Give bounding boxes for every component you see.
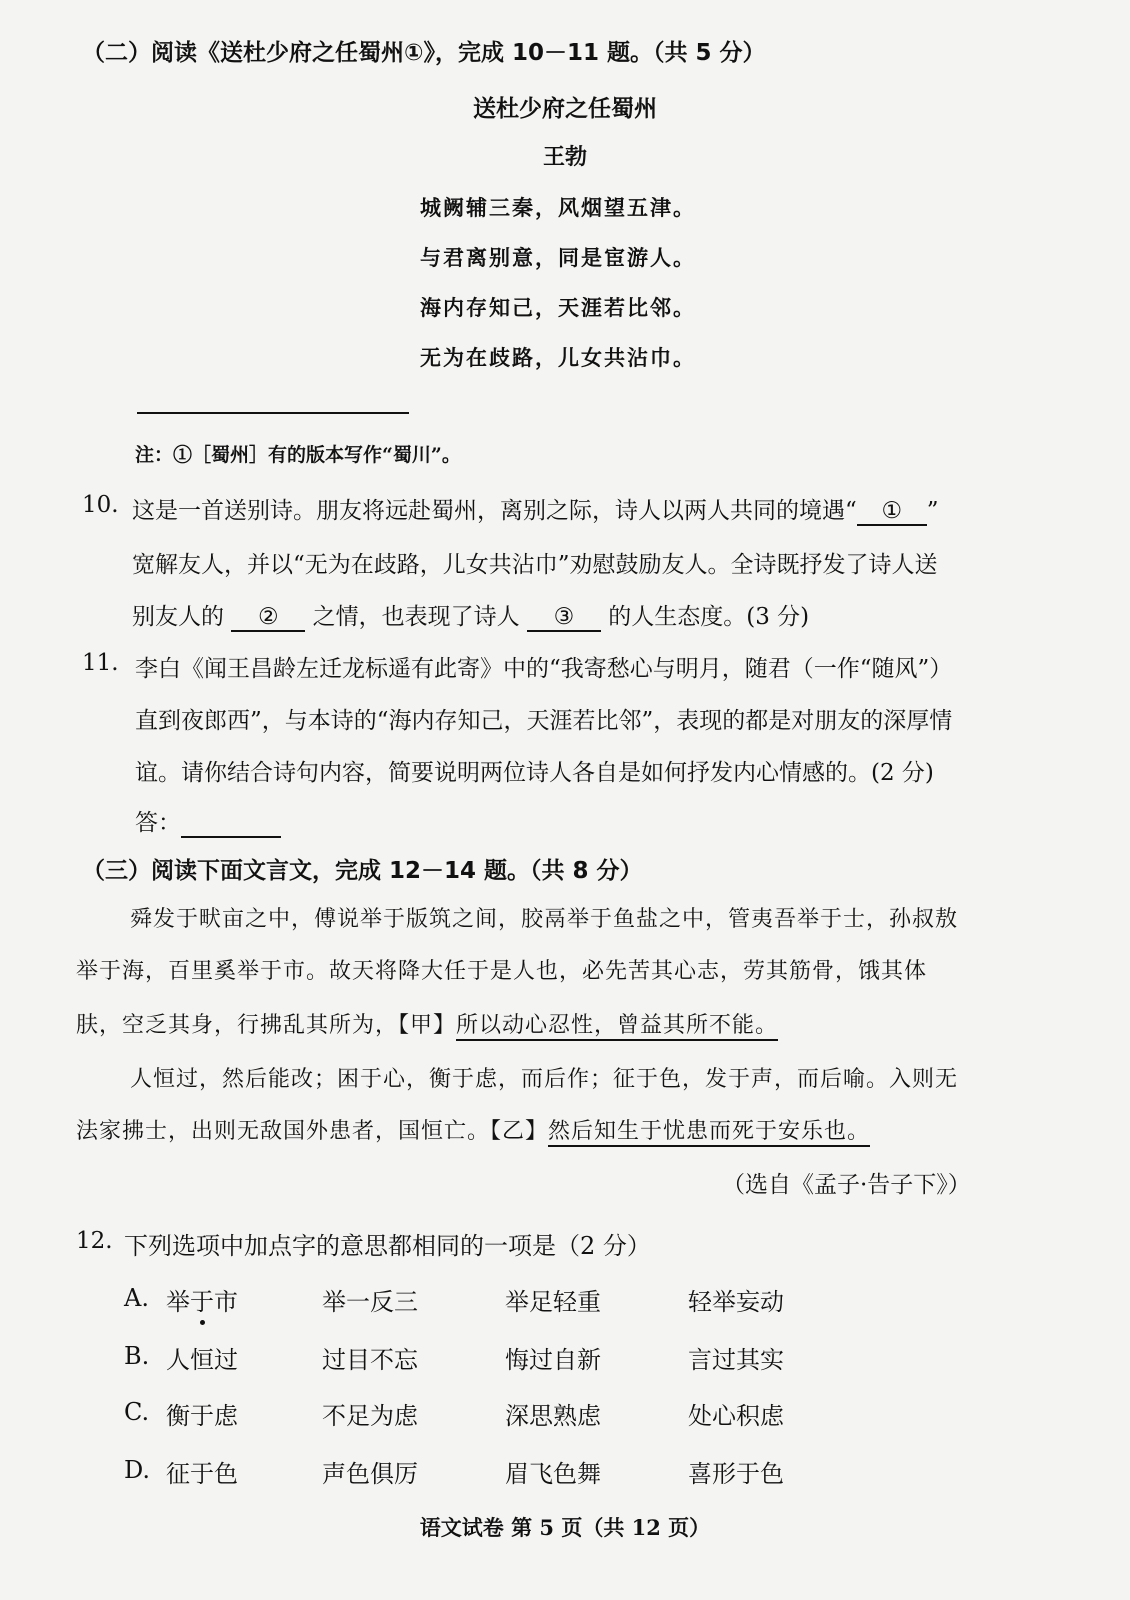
classical-text: 肤，空乏其身，行拂乱其所为， (76, 1013, 399, 1038)
option-b-item: 言过其实 (688, 1346, 784, 1374)
option-a-item (166, 1282, 238, 1317)
poem-line: 城阙辅三秦，风烟望五津。 (420, 195, 696, 220)
option-c-item: 衡于虑 (166, 1402, 238, 1430)
page-footer: 语文试卷 第 5 页（共 12 页） (419, 1515, 711, 1540)
option-a-item: 轻举妄动 (688, 1288, 784, 1316)
question-11-number: 11. (82, 650, 119, 676)
question-11-line-3: 谊。请你结合诗句内容，简要说明两位诗人各自是如何抒发内心情感的。(2 分) (135, 760, 934, 786)
poem-line: 海内存知己，天涯若比邻。 (420, 295, 696, 320)
answer-blank-2[interactable]: ② (231, 605, 305, 632)
option-text: 举于市 (166, 1288, 238, 1316)
question-12-text: 下列选项中加点字的意思都相同的一项是（2 分） (124, 1232, 651, 1260)
option-c-item: 深思熟虑 (505, 1402, 601, 1430)
classical-text-line (76, 1008, 778, 1039)
option-b-item: 悔过自新 (505, 1346, 601, 1374)
answer-blank-3[interactable]: ③ (527, 605, 601, 632)
classical-text-line: 举于海，百里奚举于市。故天将降大任于是人也，必先苦其心志，劳其筋骨，饿其体 (76, 959, 928, 984)
footnote-divider (137, 412, 409, 414)
quote-close: ” (926, 498, 939, 524)
answer-label: 答： (135, 810, 181, 836)
source-citation: （选自《孟子·告子下》） (722, 1172, 971, 1198)
question-10-text: 别友人的 (132, 604, 224, 630)
section-3-heading: （三）阅读下面文言文，完成 12－14 题。（共 8 分） (82, 858, 643, 884)
question-10-text: 这是一首送别诗。朋友将远赴蜀州，离别之际，诗人以两人共同的境遇“ (132, 498, 857, 524)
question-10-text: 的人生态度。(3 分) (608, 604, 810, 630)
question-10-text: 之情，也表现了诗人 (312, 604, 520, 630)
option-c-item: 不足为虑 (322, 1402, 418, 1430)
classical-text-line (76, 1114, 870, 1145)
option-d-item: 喜形于色 (688, 1460, 784, 1488)
question-11-answer (135, 804, 281, 838)
marker-yi: 【乙】 (490, 1119, 549, 1144)
poem-line: 无为在歧路，儿女共沾巾。 (420, 345, 696, 370)
poem-line: 与君离别意，同是宦游人。 (420, 245, 696, 270)
classical-text: 法家拂士，出则无敌国外患者，国恒亡。 (76, 1119, 491, 1144)
question-10-number: 10. (82, 492, 119, 518)
section-2-heading: （二）阅读《送杜少府之任蜀州①》，完成 10－11 题。（共 5 分） (82, 40, 766, 66)
classical-text-line: 人恒过，然后能改；困于心，衡于虑，而后作；征于色，发于声，而后喻。入则无 (130, 1067, 959, 1092)
poem-title: 送杜少府之任蜀州 (473, 95, 657, 122)
option-d-label[interactable]: D. (124, 1456, 151, 1484)
answer-line[interactable] (181, 811, 281, 838)
question-10-line-1 (132, 492, 939, 526)
question-10-line-2: 宽解友人，并以“无为在歧路，儿女共沾巾”劝慰鼓励友人。全诗既抒发了诗人送 (132, 552, 938, 578)
option-c-label[interactable]: C. (124, 1398, 150, 1426)
marker-jia: 【甲】 (398, 1013, 457, 1038)
option-a-label[interactable]: A. (124, 1284, 149, 1312)
answer-blank-1[interactable]: ① (857, 499, 927, 526)
question-10-line-3 (132, 598, 809, 632)
underlined-sentence-jia: 所以动心忍性，曾益其所不能。 (456, 1013, 778, 1041)
option-d-item: 眉飞色舞 (505, 1460, 601, 1488)
question-11-line-2: 直到夜郎西”，与本诗的“海内存知己，天涯若比邻”，表现的都是对朋友的深厚情 (135, 708, 953, 734)
option-b-label[interactable]: B. (124, 1342, 150, 1370)
poem-author: 王勃 (542, 144, 587, 170)
option-d-item: 声色俱厉 (322, 1460, 418, 1488)
poem-footnote: 注：①［蜀州］有的版本写作“蜀川”。 (135, 444, 461, 466)
option-a-item: 举足轻重 (505, 1288, 601, 1316)
underlined-sentence-yi: 然后知生于忧患而死于安乐也。 (548, 1119, 870, 1147)
classical-text-line: 舜发于畎亩之中，傅说举于版筑之间，胶鬲举于鱼盐之中，管夷吾举于士，孙叔敖 (130, 907, 959, 932)
question-12-number: 12. (76, 1228, 113, 1254)
option-b-item: 人恒过 (166, 1346, 238, 1374)
option-d-item: 征于色 (166, 1460, 238, 1488)
option-a-item: 举一反三 (322, 1288, 418, 1316)
question-11-line-1: 李白《闻王昌龄左迁龙标遥有此寄》中的“我寄愁心与明月，随君（一作“随风”） (135, 656, 953, 682)
option-b-item: 过目不忘 (322, 1346, 418, 1374)
option-c-item: 处心积虑 (688, 1402, 784, 1430)
